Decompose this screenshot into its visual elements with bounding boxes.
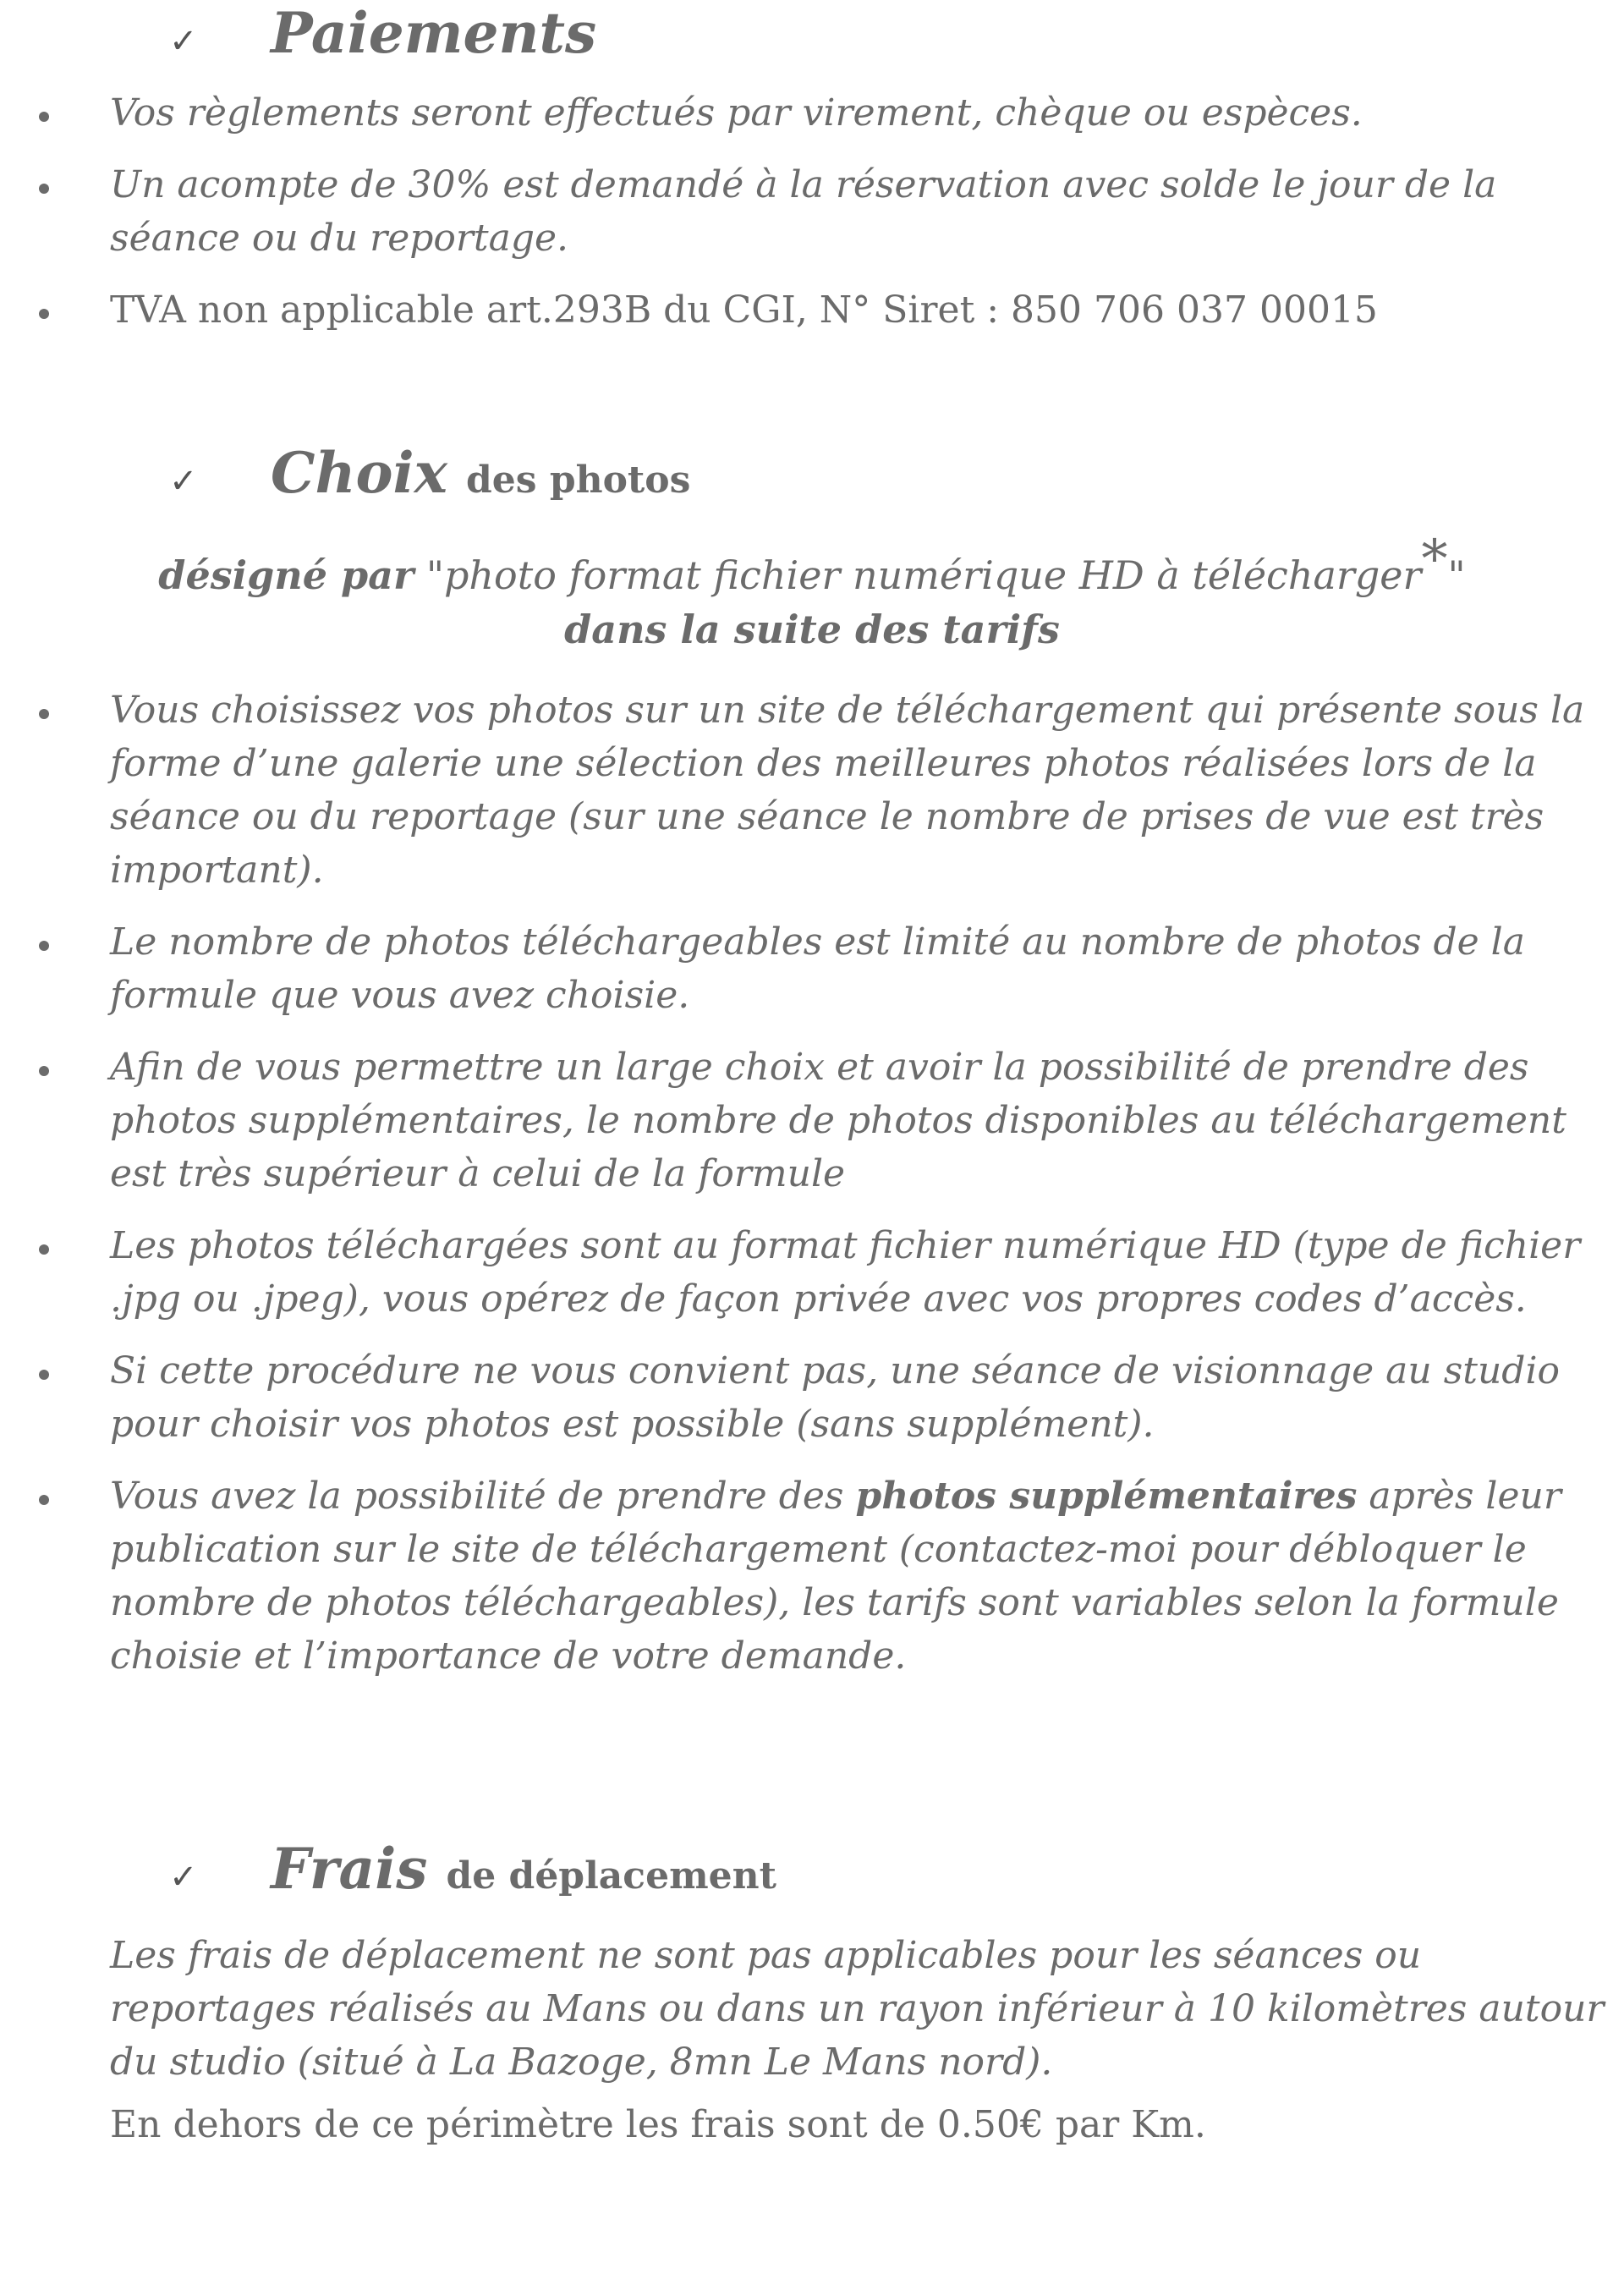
choix-subtitle: des photos [465,459,691,502]
choix-designation [0,528,1624,656]
bullet-icon [39,1244,49,1255]
bullet-icon [39,184,49,194]
list-item: TVA non applicable art.293B du CGI, N° Siret : 850 706 037 00015 [0,283,1599,337]
checkmark-icon: ✓ [169,22,198,61]
designation-line-1: désigné par "photo format fichier numérique HD à télécharger*" [158,528,1466,598]
bullet-icon [39,1370,49,1380]
paiements-title: Paiements [271,0,597,66]
frais-subtitle: de déplacement [446,1854,776,1898]
frais-paragraph-1: Les frais de déplacement ne sont pas applicables pour les séances ou reportages réalisés au Mans ou dans un rayon inférieur à 10 kilomètres autour du studio (situé à La Bazoge, 8mn Le Mans nord). [110,1934,1605,2084]
choix-title: Choix [271,440,447,506]
list-item: Vos règlements seront effectués par virement, chèque ou espèces. [0,86,1599,140]
designation-line-2: dans la suite des tarifs [564,607,1060,652]
list-item: Vous choisissez vos photos sur un site de téléchargement qui présente sous la forme d’une galerie une sélection des meilleures photos réalisées lors de la séance ou du reportage (sur une séance le nombre de prises de vue est très important). [0,684,1599,897]
list-item: Afin de vous permettre un large choix et avoir la possibilité de prendre des photos supplémentaires, le nombre de photos disponibles au téléchargement est très supérieur à celui de la formule [0,1041,1599,1200]
frais-title: Frais [271,1836,428,1902]
bullet-icon [39,1495,49,1505]
bullet-icon [39,1066,49,1076]
bullet-icon [39,309,49,319]
paiements-list [0,86,1599,337]
choix-list [0,684,1599,1683]
checkmark-icon: ✓ [169,1858,198,1897]
section-title-paiements [169,0,596,66]
section-title-choix [169,440,690,506]
list-item: Le nombre de photos téléchargeables est limité au nombre de photos de la formule que vous avez choisie. [0,915,1599,1022]
bullet-icon [39,709,49,719]
section-title-frais [169,1836,776,1902]
list-item: Si cette procédure ne vous convient pas, une séance de visionnage au studio pour choisir vos photos est possible (sans supplément). [0,1344,1599,1451]
list-item: Vous avez la possibilité de prendre des photos supplémentaires après leur publication sur le site de téléchargement (contactez-moi pour débloquer le nombre de photos téléchargeables), les tarifs sont variables selon la formule choisie et l’importance de votre demande. [0,1469,1599,1683]
checkmark-icon: ✓ [169,462,198,501]
bullet-icon [39,941,49,951]
list-item: Un acompte de 30% est demandé à la réservation avec solde le jour de la séance ou du reportage. [0,158,1599,265]
bullet-icon [39,112,49,122]
frais-paragraph-2: En dehors de ce périmètre les frais sont de 0.50€ par Km. [110,2103,1206,2146]
list-item: Les photos téléchargées sont au format fichier numérique HD (type de fichier .jpg ou .jpeg), vous opérez de façon privée avec vos propres codes d’accès. [0,1219,1599,1326]
